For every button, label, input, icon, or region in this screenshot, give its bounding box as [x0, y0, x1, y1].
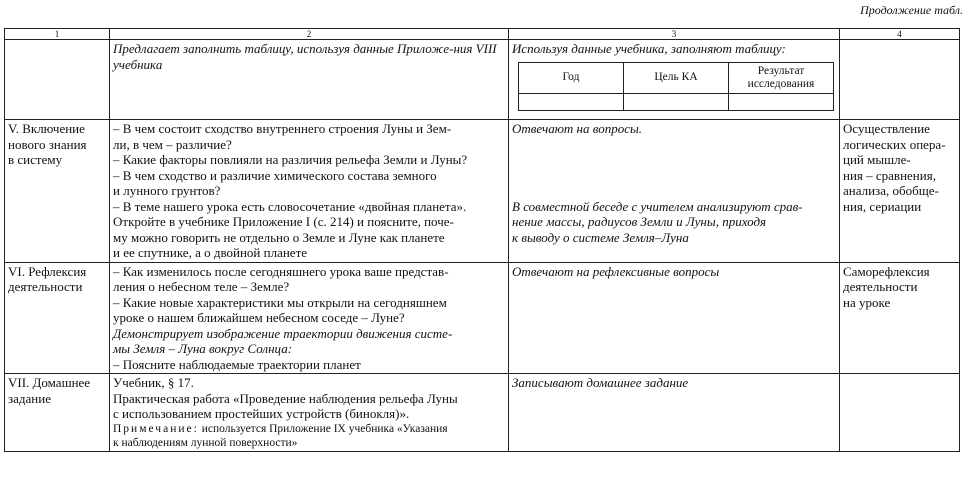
stage-line: VI. Рефлексия — [8, 263, 87, 279]
col-number: 1 — [5, 29, 110, 40]
continuation-label: Продолжение табл. — [860, 3, 963, 17]
lesson-table — [4, 28, 960, 452]
uud-line: ций мышле- — [843, 152, 911, 167]
uud-line: ния – сравнения, — [843, 167, 936, 183]
uud-line: логических опера- — [843, 136, 946, 152]
teacher-line: Практическая работа «Проведение наблюдения рельефа Луны — [113, 390, 458, 406]
teacher-line: и ее спутнике, а о двойной планете — [113, 245, 308, 260]
uud-line: Осуществление — [843, 121, 930, 136]
teacher-line: – В чем сходство и различие химического состава земного — [113, 167, 437, 183]
teacher-line: – Как изменилось после сегодняшнего урока ваше представ- — [113, 263, 449, 279]
uud-line: анализа, обобще- — [843, 183, 939, 198]
students-line: В совместной беседе с учителем анализируют срав- — [512, 198, 803, 214]
uud-cell — [840, 120, 960, 263]
teacher-line: уроке о нашем ближайшем небесном соседе – Луне? — [113, 310, 405, 325]
students-line: Записывают домашнее задание — [512, 375, 689, 390]
uud-line: ния, сериации — [843, 198, 922, 214]
col-number: 2 — [110, 29, 509, 40]
stage-cell — [5, 262, 110, 374]
stage-cell — [5, 374, 110, 452]
uud-line: Саморефлексия — [843, 263, 930, 279]
teacher-cell — [110, 262, 509, 374]
stage-line: задание — [8, 390, 51, 406]
teacher-line: Откройте в учебнике Приложение I (с. 214) и поясните, поче- — [113, 214, 454, 229]
stage-line: в систему — [8, 152, 63, 167]
students-cell — [509, 262, 840, 374]
teacher-cell — [110, 374, 509, 452]
teacher-line: му можно говорить не отдельно о Земле и Луне как планете — [113, 229, 445, 245]
students-instruction: Используя данные учебника, заполняют таблицу: — [512, 41, 786, 56]
students-line: Отвечают на рефлексивные вопросы — [512, 263, 720, 279]
note-text: используется Приложение IX учебника «Указания — [198, 422, 448, 435]
note-label: Примечание: — [113, 422, 199, 435]
teacher-line: Учебник, § 17. — [113, 375, 194, 390]
students-line: к выводу о системе Земля–Луна — [512, 229, 689, 245]
stage-cell — [5, 120, 110, 263]
teacher-line: ли, в чем – различие? — [113, 136, 232, 152]
teacher-line: – В чем состоит сходство внутреннего строения Луны и Зем- — [113, 121, 452, 136]
col-number: 4 — [840, 29, 960, 40]
students-line: нение массы, радиусов Земли и Луны, приходя — [512, 214, 767, 229]
stage-line: нового знания — [8, 136, 87, 152]
stage-line: VII. Домашнее — [8, 375, 91, 390]
column-number-row — [5, 29, 960, 40]
uud-line: на уроке — [843, 294, 891, 310]
uud-cell-empty — [840, 40, 960, 120]
stage-line: V. Включение — [8, 121, 85, 136]
stage-line: деятельности — [8, 279, 83, 294]
stage-cell-empty — [5, 40, 110, 120]
teacher-line: ления о небесном теле – Земле? — [113, 279, 290, 294]
note-line: к наблюдениям лунной поверхности» — [113, 436, 298, 449]
teacher-line: – Какие новые характеристики мы открыли на сегодняшнем — [113, 294, 447, 310]
inner-header-goal: Цель КА — [624, 62, 729, 93]
col-number: 3 — [509, 29, 840, 40]
teacher-cell: Предлагает заполнить таблицу, используя данные Приложе-ния VIII учебника — [110, 40, 509, 120]
inner-empty-cell — [729, 93, 834, 110]
teacher-cell — [110, 120, 509, 263]
fill-in-table — [518, 62, 834, 111]
spacer — [512, 137, 836, 199]
teacher-line: – В теме нашего урока есть словосочетание «двойная планета». — [113, 198, 467, 214]
stage-row — [5, 262, 960, 374]
students-cell — [509, 374, 840, 452]
stage-row — [5, 120, 960, 263]
students-cell — [509, 120, 840, 263]
uud-cell — [840, 262, 960, 374]
inner-header-result: Результат исследования — [729, 62, 834, 93]
task-row — [5, 40, 960, 120]
inner-header-year: Год — [519, 62, 624, 93]
teacher-line: – Какие факторы повлияли на различия рельефа Земли и Луны? — [113, 152, 468, 167]
uud-line: деятельности — [843, 279, 918, 294]
uud-cell-empty — [840, 374, 960, 452]
teacher-line: с использованием простейших устройств (бинокля)». — [113, 406, 410, 421]
students-line: Отвечают на вопросы. — [512, 121, 643, 136]
inner-empty-cell — [624, 93, 729, 110]
teacher-line: и лунного грунтов? — [113, 183, 221, 198]
teacher-line-italic: мы Земля – Луна вокруг Солнца: — [113, 341, 293, 356]
stage-row — [5, 374, 960, 452]
teacher-line: – Поясните наблюдаемые траектории планет — [113, 356, 361, 372]
teacher-line-italic: Демонстрирует изображение траектории движения систе- — [113, 325, 453, 341]
note-line — [113, 422, 505, 436]
students-cell — [509, 40, 840, 120]
inner-empty-cell — [519, 93, 624, 110]
